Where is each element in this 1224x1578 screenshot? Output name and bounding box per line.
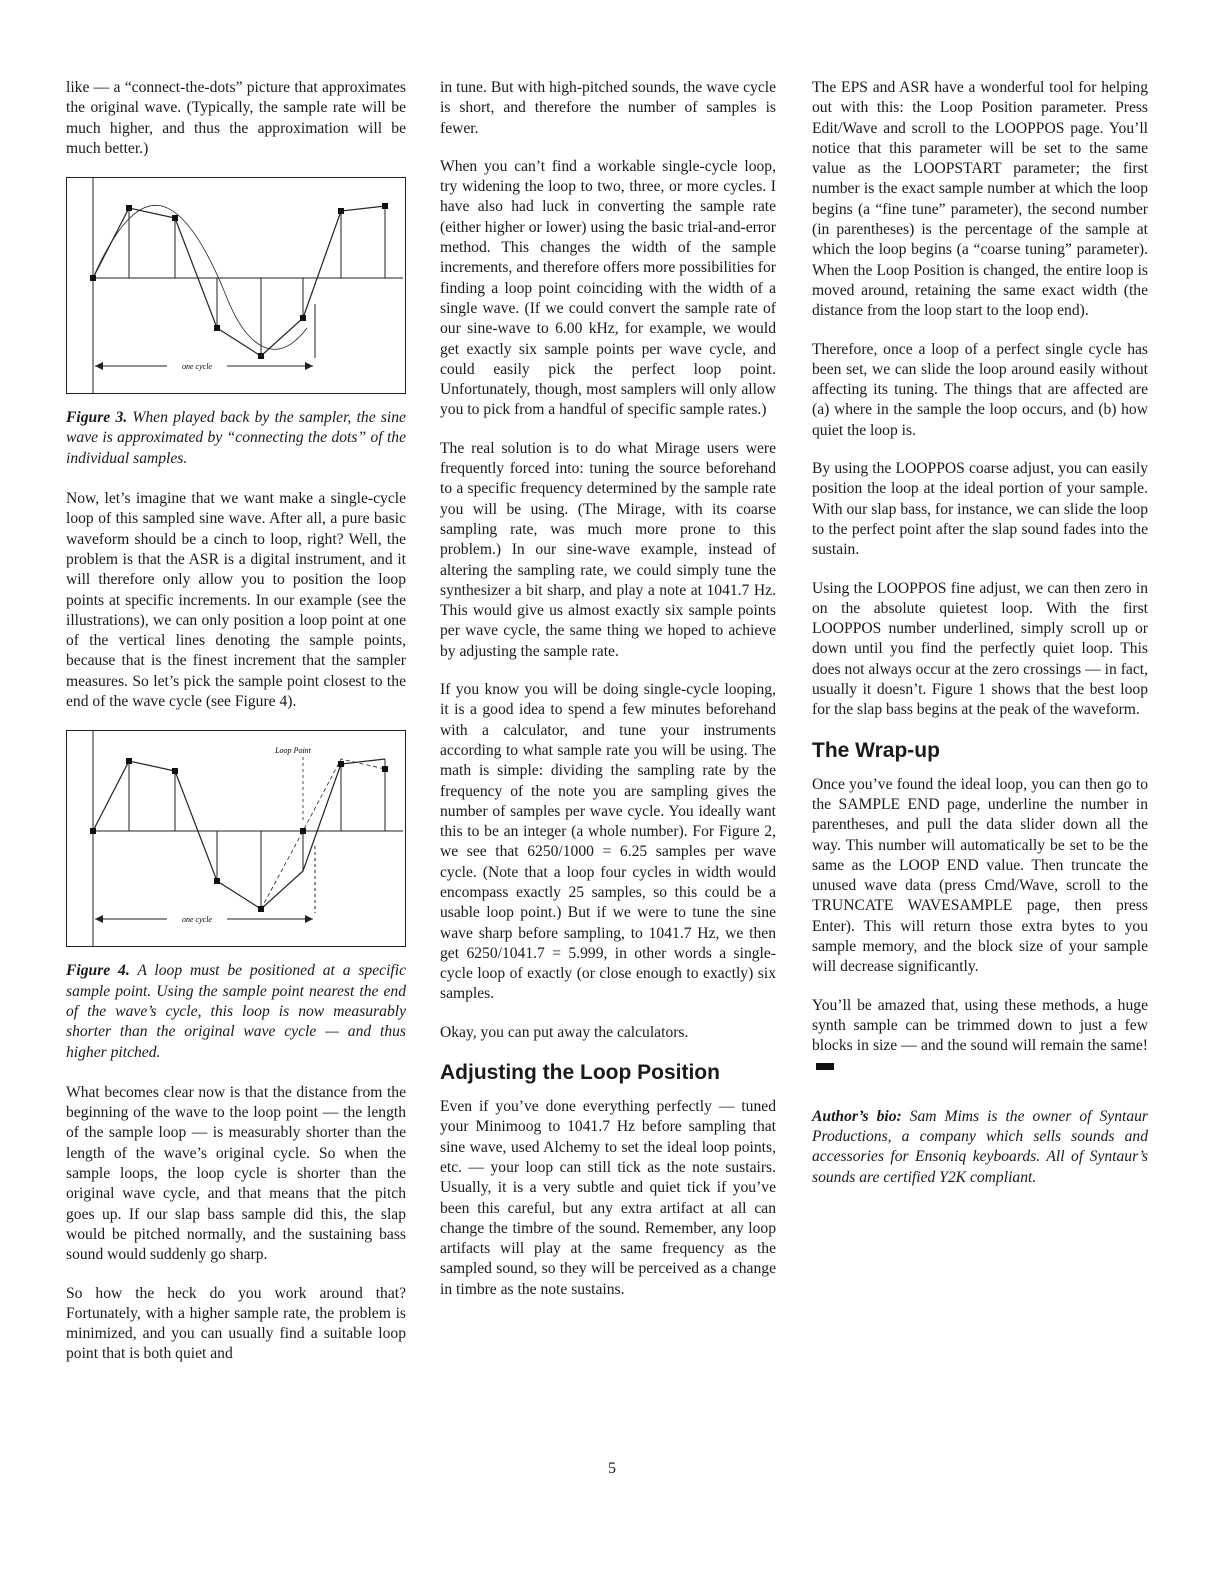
paragraph: Okay, you can put away the calculators. [440, 1023, 689, 1041]
page-number: 5 [608, 1460, 616, 1477]
paragraph: Using the LOOPPOS fine adjust, we can then zero in on the absolute quietest loop. With the first LOOPPOS number underlined, simply scroll up or down until you find the perfectly quiet loop. This does not always occur at the zero crossings — in fact, usually it doesn’t. Figure 1 shows that the best loop for the slap bass begins at the peak of the waveform. [812, 579, 1148, 719]
figure-4-diagram [67, 731, 405, 946]
paragraph: Once you’ve found the ideal loop, you can then go to the SAMPLE END page, underline the number in parentheses, and pull the data slider down all the way. This number will automatically be set to be the same as the LOOP END value. Then truncate the unused wave data (press Cmd/Wave, scroll to the TRUNCATE WAVESAMPLE page, then press Enter). This will return those extra bytes to you sample memory, and the block size of your sample will decrease significantly. [812, 775, 1148, 976]
figure-3 [66, 177, 406, 394]
paragraph: Therefore, once a loop of a perfect single cycle has been set, we can slide the loop around easily without affecting its tuning. The things that are affected are (a) where in the sample the loop occurs, and (b) how quiet the loop is. [812, 340, 1148, 439]
paragraph: in tune. But with high-pitched sounds, the wave cycle is short, and therefore the number of samples is fewer. [440, 79, 776, 137]
paragraph: So how the heck do you work around that? Fortunately, with a higher sample rate, the problem is minimized, and you can usually find a suitable loop point that is both quiet and [66, 1284, 406, 1363]
figure-3-diagram [67, 178, 405, 393]
column-1 [66, 78, 406, 1383]
paragraph: When you can’t find a workable single-cycle loop, try widening the loop to two, three, or more cycles. I have also had luck in converting the sample rate (either higher or lower) using the basic trial-and-error method. This changes the width of the sample increments, and therefore offers more possibilities for finding a loop point coinciding with the width of a single wave. (If we could convert the sample rate of our sine-wave to 6.00 kHz, for example, we would get exactly six sample points per wave cycle, and could easily pick the perfect loop point. Unfortunately, though, most samplers will only allow you to pick from a handful of specific sample rates.) [440, 157, 776, 419]
paragraph: Now, let’s imagine that we want make a single-cycle loop of this sampled sine wave. After all, a pure basic waveform should be a cinch to loop, right? Well, the problem is that the ASR is a digital instrument, and it will therefore only allow you to position the loop points at specific increments. In our example (see the illustrations), we can only position a loop point at one of the vertical lines denoting the sample points, because that is the finest increment that the sampler measures. So let’s pick the sample point closest to the end of the wave cycle (see Figure 4). [66, 490, 406, 711]
figure-3-caption: Figure 3. When played back by the sampler, the sine wave is approximated by “connecting the dots” of the individual samples. [66, 409, 406, 467]
paragraph: like — a “connect-the-dots” picture that approximates the original wave. (Typically, the sample rate will be much higher, and thus the approximation will be much better.) [66, 79, 406, 157]
figure-4-loop-point-label: Loop Point [275, 746, 311, 756]
closing-paragraph: You’ll be amazed that, using these methods, a huge synth sample can be trimmed down to just a few blocks in size — and the sound will remain the same! [812, 996, 1148, 1077]
paragraph: The EPS and ASR have a wonderful tool for helping out with this: the Loop Position parameter. Press Edit/Wave and scroll to the LOOPPOS page. You’ll notice that this parameter will be set to the same value as the LOOPSTART parameter; the first number is the exact sample number at which the loop begins (a “fine tune” parameter), the second number (in parentheses) is the percentage of the sample at which the loop begins (a “coarse tuning” parameter). When the Loop Position is changed, the entire loop is moved around, retaining the same exact width (the distance from the loop start to the loop end). [812, 79, 1148, 320]
figure-4-caption: Figure 4. A loop must be positioned at a specific sample point. Using the sample point nearest the end of the wave’s cycle, this loop is now measurably shorter than the original wave cycle — and thus higher pitched. [66, 962, 406, 1061]
figure-4-cycle-label: one cycle [182, 915, 212, 925]
column-2 [440, 78, 776, 1318]
paragraph: The real solution is to do what Mirage users were frequently forced into: tuning the source beforehand to a specific frequency determined by the sample rate you will be using. (The Mirage, with its coarse sampling rate, was much more prone to this problem.) In our sine-wave example, instead of altering the sampling rate, we could simply tune the synthesizer a bit sharp, and play a note at 1041.7 Hz. This would give us almost exactly six sample points per wave cycle, the same thing we hoped to achieve by adjusting the sample rate. [440, 439, 776, 660]
section-heading-adjusting-loop-position: Adjusting the Loop Position [440, 1061, 720, 1085]
paragraph: By using the LOOPPOS coarse adjust, you can easily position the loop at the ideal portion of your sample. With our slap bass, for instance, we can slide the loop to the perfect point after the slap sound fades into the sustain. [812, 460, 1148, 559]
section-heading-wrap-up: The Wrap-up [812, 738, 940, 762]
figure-4 [66, 730, 406, 947]
paragraph: If you know you will be doing single-cycle looping, it is a good idea to spend a few minutes beforehand with a calculator, and tune your instruments according to what sample rate you will be using. The math is simple: dividing the sampling rate by the frequency of the note you are sampling gives the number of samples per wave cycle. You ideally want this to be an integer (a whole number). For Figure 2, we see that 6250/1000 = 6.25 samples per wave cycle. (Note that a loop four cycles in width would encompass exactly 25 samples, so this could be a usable loop point.) But if we were to tune the sine wave sharp before sampling, to 1041.7 Hz, we then get 6250/1041.7 = 5.999, in other words a single-cycle loop of exactly (or close enough to exactly) six samples. [440, 681, 776, 1003]
column-3 [812, 78, 1148, 1208]
paragraph: What becomes clear now is that the distance from the beginning of the wave to the loop point — the length of the sample loop — is measurably shorter than the length of the wave’s original cycle. So when the sample loops, the loop cycle is shorter than the original wave cycle, and that means that the pitch goes up. If our slap bass sample did this, the slap would be pitched normally, and the sustaining bass sound would suddenly go sharp. [66, 1083, 406, 1264]
paragraph: Even if you’ve done everything perfectly — tuned your Minimoog to 1041.7 Hz before sampling that sine wave, used Alchemy to set the ideal loop points, etc. — your loop can still tick as the note sustairs. Usually, it is a very subtle and quiet tick if you’ve been this careful, but any extra artifact at all can change the timbre of the sound. Remember, any loop artifacts will play at the same frequency as the sampled sound, so they will be perceived as a change in timbre as the note sustains. [440, 1098, 776, 1298]
end-of-article-mark [816, 1063, 834, 1070]
author-bio: Author’s bio: Sam Mims is the owner of Syntaur Productions, a company which sells sounds and accessories for Ensoniq keyboards. All of Syntaur’s sounds are certified Y2K compliant. [812, 1107, 1148, 1186]
figure-3-cycle-label: one cycle [182, 362, 212, 372]
